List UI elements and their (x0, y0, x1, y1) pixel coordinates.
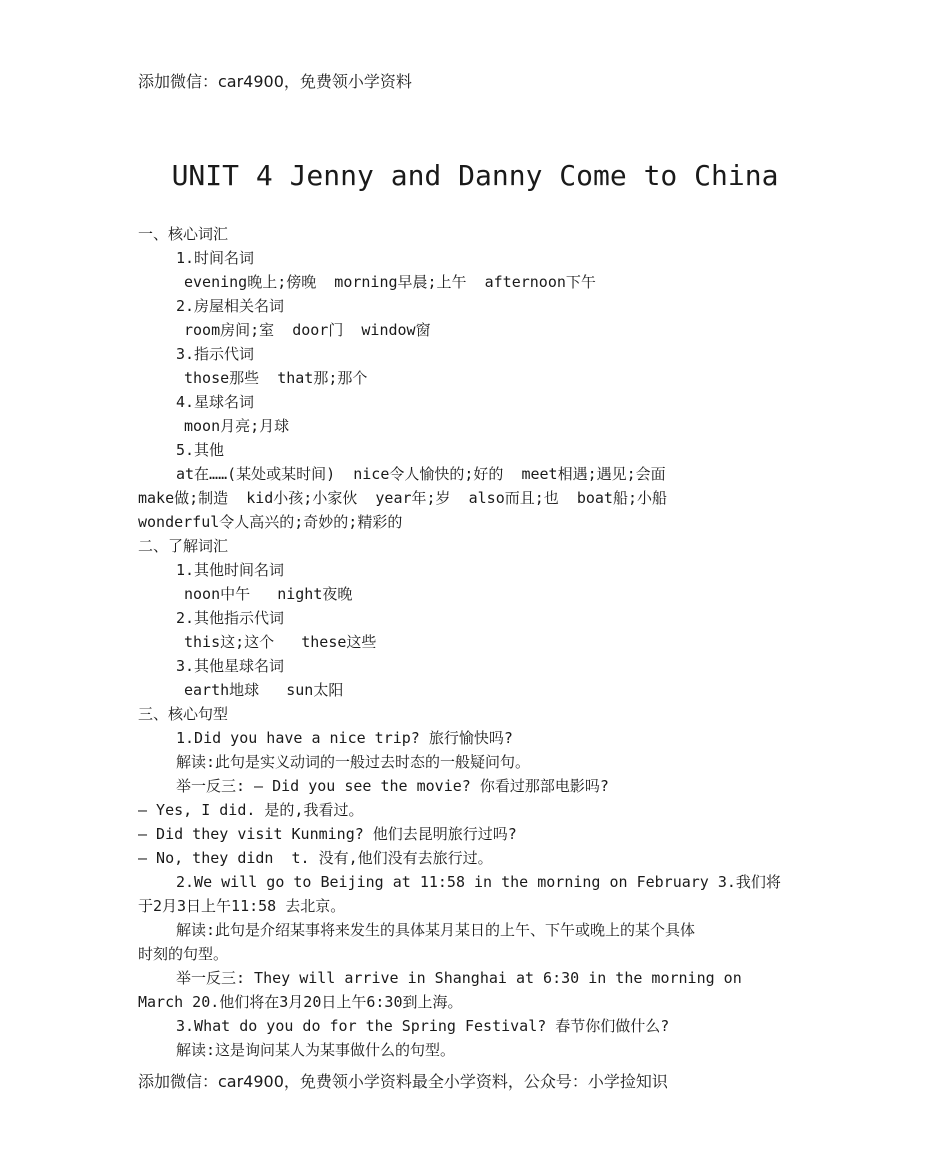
text-line: 二、了解词汇 (138, 537, 229, 555)
text-line: 举一反三: — Did you see the movie? 你看过那部电影吗? (176, 777, 609, 795)
text-line: this这;这个 these这些 (184, 633, 377, 651)
text-line: 3.其他星球名词 (176, 657, 285, 675)
text-line: noon中午 night夜晚 (184, 585, 353, 603)
text-line: 3.指示代词 (176, 345, 255, 363)
text-line: 解读:此句是实义动词的一般过去时态的一般疑问句。 (176, 753, 531, 771)
text-line: 一、核心词汇 (138, 225, 229, 243)
text-line: earth地球 sun太阳 (184, 681, 344, 699)
text-line: 时刻的句型。 (138, 945, 229, 963)
text-line: 1.时间名词 (176, 249, 255, 267)
text-line: 2.房屋相关名词 (176, 297, 285, 315)
text-line: moon月亮;月球 (184, 417, 290, 435)
text-line: — No, they didn t. 没有,他们没有去旅行过。 (138, 849, 493, 867)
text-line: March 20.他们将在3月20日上午6:30到上海。 (138, 993, 463, 1011)
text-line: 三、核心句型 (138, 705, 229, 723)
text-line: 5.其他 (176, 441, 225, 459)
text-line: wonderful令人高兴的;奇妙的;精彩的 (138, 513, 403, 531)
text-line: room房间;室 door门 window窗 (184, 321, 431, 339)
text-line: make做;制造 kid小孩;小家伙 year年;岁 also而且;也 boat船;小船 (138, 489, 667, 507)
page-title: UNIT 4 Jenny and Danny Come to China (171, 159, 779, 192)
text-line: 2.其他指示代词 (176, 609, 285, 627)
document-body (138, 222, 828, 1062)
text-line: evening晚上;傍晚 morning早晨;上午 afternoon下午 (184, 273, 596, 291)
text-line: 1.Did you have a nice trip? 旅行愉快吗? (176, 729, 513, 747)
text-line: 于2月3日上午11:58 去北京。 (138, 897, 346, 915)
header-note: 添加微信：car4900，免费领小学资料 (138, 72, 412, 91)
text-line: 解读:此句是介绍某事将来发生的具体某月某日的上午、下午或晚上的某个具体 (176, 921, 696, 939)
text-line: 4.星球名词 (176, 393, 255, 411)
text-line: 1.其他时间名词 (176, 561, 285, 579)
text-line: — Did they visit Kunming? 他们去昆明旅行过吗? (138, 825, 517, 843)
text-line: — Yes, I did. 是的,我看过。 (138, 801, 364, 819)
text-line: those那些 that那;那个 (184, 369, 368, 387)
text-line: at在……(某处或某时间) nice令人愉快的;好的 meet相遇;遇见;会面 (176, 465, 666, 483)
footer-note: 添加微信：car4900，免费领小学资料最全小学资料，公众号：小学捡知识 (138, 1072, 668, 1091)
text-line: 解读:这是询问某人为某事做什么的句型。 (176, 1041, 456, 1059)
text-line: 2.We will go to Beijing at 11:58 in the morning on February 3.我们将 (176, 873, 781, 891)
text-line: 举一反三: They will arrive in Shanghai at 6:30 in the morning on (176, 969, 742, 987)
text-line: 3.What do you do for the Spring Festival? 春节你们做什么? (176, 1017, 670, 1035)
